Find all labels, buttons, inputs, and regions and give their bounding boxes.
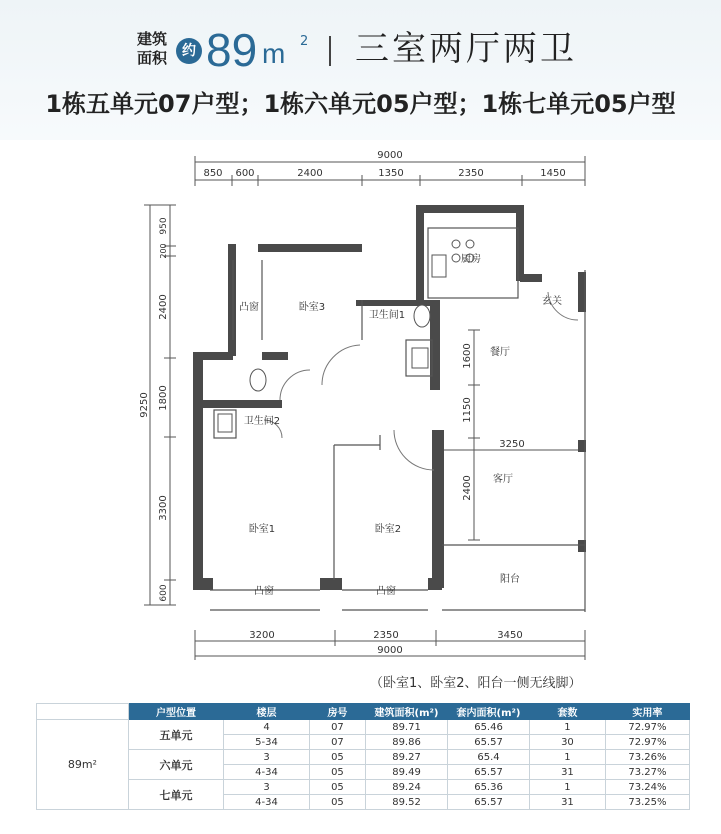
layout-title: 三室两厅两卫	[355, 29, 577, 69]
bottom-dim-1: 3200	[249, 630, 275, 641]
title-separator	[329, 36, 331, 66]
table-header-cell: 房号	[309, 704, 365, 720]
room-cell: 05	[309, 765, 365, 780]
count-cell: 31	[530, 795, 606, 810]
gross-area-cell: 89.52	[366, 795, 448, 810]
table-row	[37, 720, 690, 735]
floor-cell: 3	[224, 780, 310, 795]
room-cell: 05	[309, 750, 365, 765]
unit-info-table	[36, 703, 690, 810]
table-header-cell: 建筑面积(m²)	[366, 704, 448, 720]
table-row	[37, 750, 690, 765]
ratio-cell: 73.24%	[605, 780, 689, 795]
bottom-dim-2: 2350	[373, 630, 399, 641]
floor-plan	[0, 140, 721, 670]
area-value: 89	[206, 24, 258, 76]
left-dim-5: 3300	[158, 495, 169, 521]
position-cell: 五单元	[128, 720, 223, 750]
top-dim-3: 2400	[297, 168, 323, 179]
net-area-cell: 65.57	[448, 795, 530, 810]
gross-area-cell: 89.24	[366, 780, 448, 795]
left-total-dim: 9250	[139, 392, 150, 418]
count-cell: 1	[530, 720, 606, 735]
right-dim-2: 1150	[462, 397, 473, 423]
area-label	[132, 30, 172, 68]
top-dim-4: 1350	[378, 168, 404, 179]
net-area-cell: 65.36	[448, 780, 530, 795]
table-header-cell: 套数	[530, 704, 606, 720]
room-bathroom2: 卫生间2	[243, 416, 281, 427]
count-cell: 30	[530, 735, 606, 750]
area-label-line1: 建筑	[136, 30, 167, 48]
room-bay-window-b2: 凸窗	[376, 586, 396, 597]
floor-cell: 5-34	[224, 735, 310, 750]
approx-badge: 约	[176, 38, 202, 64]
right-dim-1: 1600	[462, 343, 473, 369]
position-cell: 六单元	[128, 750, 223, 780]
net-area-cell: 65.57	[448, 735, 530, 750]
table-header-cell: 户型位置	[128, 704, 223, 720]
room-bedroom1: 卧室1	[248, 524, 276, 535]
room-bay-window-b1: 凸窗	[254, 586, 274, 597]
area-unit-superscript: 2	[300, 34, 309, 49]
room-balcony: 阳台	[500, 574, 520, 585]
room-bedroom3: 卧室3	[298, 302, 326, 313]
room-entry: 玄关	[542, 296, 562, 307]
net-area-cell: 65.46	[448, 720, 530, 735]
floor-cell: 4-34	[224, 765, 310, 780]
floor-cell: 4-34	[224, 795, 310, 810]
floor-cell: 3	[224, 750, 310, 765]
left-dim-4: 1800	[158, 385, 169, 411]
left-dim-1: 950	[159, 217, 169, 235]
room-cell: 07	[309, 735, 365, 750]
header-band	[0, 0, 721, 140]
units-line: 1栋五单元07户型；1栋六单元05户型；1栋七单元05户型	[45, 90, 676, 118]
room-bay-window-left: 凸窗	[239, 302, 259, 313]
gross-area-cell: 89.27	[366, 750, 448, 765]
type-cell: 89m²	[37, 720, 129, 810]
area-unit: m	[262, 38, 286, 69]
room-dining: 餐厅	[490, 347, 510, 358]
gross-area-cell: 89.71	[366, 720, 448, 735]
room-cell: 05	[309, 795, 365, 810]
table-header-row	[37, 704, 690, 720]
room-living: 客厅	[493, 474, 513, 485]
count-cell: 31	[530, 765, 606, 780]
gross-area-cell: 89.86	[366, 735, 448, 750]
table-header-blank	[37, 704, 129, 720]
right-dim-3: 2400	[462, 475, 473, 501]
top-dim-6: 1450	[540, 168, 566, 179]
ratio-cell: 73.27%	[605, 765, 689, 780]
table-row	[37, 780, 690, 795]
table-header-cell: 楼层	[224, 704, 310, 720]
top-dim-1: 850	[203, 168, 223, 179]
room-bathroom1: 卫生间1	[368, 310, 406, 321]
left-dim-3: 2400	[158, 294, 169, 320]
footnote: （卧室1、卧室2、阳台一侧无线脚）	[370, 676, 582, 691]
area-label-line2: 面积	[136, 49, 167, 67]
bottom-dim-3: 3450	[497, 630, 523, 641]
top-total-dim: 9000	[377, 150, 403, 161]
net-area-cell: 65.57	[448, 765, 530, 780]
table-header-cell: 实用率	[605, 704, 689, 720]
room-bedroom2: 卧室2	[374, 524, 402, 535]
bottom-total-dim: 9000	[377, 645, 403, 656]
left-dim-6: 600	[159, 584, 169, 602]
floor-cell: 4	[224, 720, 310, 735]
room-cell: 07	[309, 720, 365, 735]
top-dim-2: 600	[235, 168, 255, 179]
count-cell: 1	[530, 780, 606, 795]
ratio-cell: 73.26%	[605, 750, 689, 765]
table-header-cell: 套内面积(m²)	[448, 704, 530, 720]
left-dim-2: 200	[159, 243, 168, 259]
count-cell: 1	[530, 750, 606, 765]
living-width-dim: 3250	[499, 439, 525, 450]
room-cell: 05	[309, 780, 365, 795]
room-kitchen: 厨房	[461, 254, 481, 265]
net-area-cell: 65.4	[448, 750, 530, 765]
ratio-cell: 72.97%	[605, 720, 689, 735]
ratio-cell: 72.97%	[605, 735, 689, 750]
top-dim-5: 2350	[458, 168, 484, 179]
gross-area-cell: 89.49	[366, 765, 448, 780]
ratio-cell: 73.25%	[605, 795, 689, 810]
position-cell: 七单元	[128, 780, 223, 810]
